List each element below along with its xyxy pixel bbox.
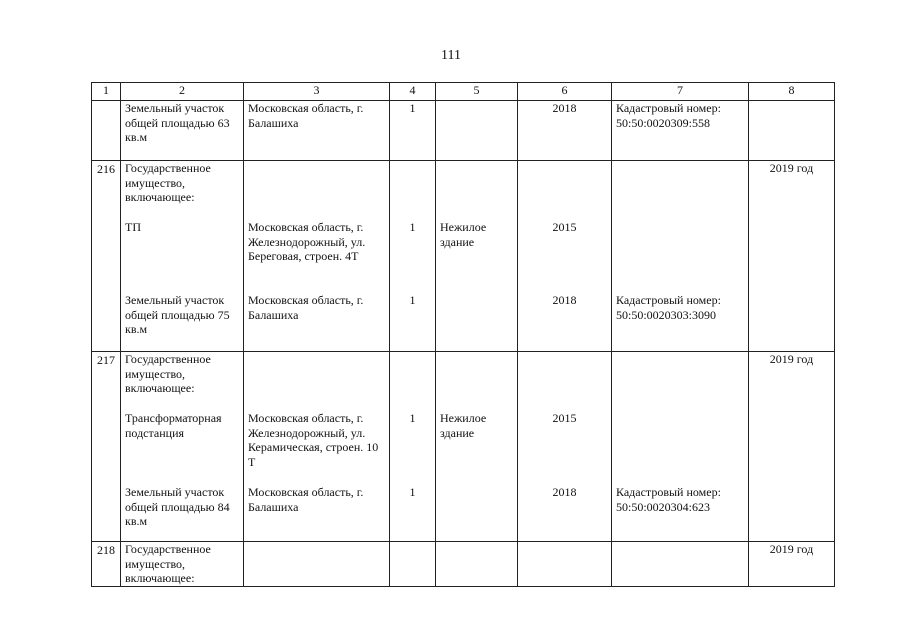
privatization-period bbox=[749, 101, 835, 161]
property-registry-table bbox=[91, 82, 835, 587]
property-location-cell bbox=[244, 352, 390, 542]
property-location: Московская область, г. Балашиха bbox=[248, 485, 364, 514]
property-type-cell bbox=[436, 542, 518, 587]
property-year: 2018 bbox=[552, 485, 577, 499]
property-name: ТП bbox=[125, 220, 141, 234]
column-header: 4 bbox=[390, 83, 436, 101]
property-year: 2015 bbox=[552, 220, 577, 234]
property-name: Земельный участок общей площадью 84 кв.м bbox=[125, 485, 230, 529]
property-cadastre: Кадастровый номер: 50:50:0020309:558 bbox=[612, 101, 749, 161]
property-location-cell bbox=[244, 161, 390, 352]
table-row bbox=[92, 542, 835, 587]
privatization-period: 2019 год bbox=[749, 352, 835, 542]
property-quantity: 1 bbox=[409, 411, 416, 425]
column-header: 2 bbox=[121, 83, 244, 101]
property-year-cell bbox=[518, 352, 612, 542]
column-header: 5 bbox=[436, 83, 518, 101]
property-cadastre: Кадастровый номер: 50:50:0020304:623 bbox=[616, 485, 721, 514]
table-row bbox=[92, 161, 835, 352]
property-name: Земельный участок общей площадью 75 кв.м bbox=[125, 293, 230, 337]
property-quantity: 1 bbox=[390, 101, 436, 161]
property-quantity-cell bbox=[390, 542, 436, 587]
property-name: Земельный участок общей площадью 63 кв.м bbox=[121, 101, 244, 161]
row-number bbox=[92, 101, 121, 161]
property-name-cell bbox=[121, 352, 244, 542]
group-title: Государственное имущество, включающее: bbox=[125, 352, 211, 396]
property-type: Нежилое здание bbox=[440, 220, 487, 249]
column-header: 1 bbox=[92, 83, 121, 101]
property-quantity-cell bbox=[390, 161, 436, 352]
property-year: 2018 bbox=[552, 293, 577, 307]
column-header: 7 bbox=[612, 83, 749, 101]
column-header: 3 bbox=[244, 83, 390, 101]
property-location: Московская область, г. Железнодорожный, ул. Керамическая, строен. 10 Т bbox=[248, 411, 379, 469]
group-title: Государственное имущество, включающее: bbox=[121, 542, 244, 587]
property-quantity: 1 bbox=[409, 293, 416, 307]
property-name-cell bbox=[121, 161, 244, 352]
property-cadastre-cell bbox=[612, 352, 749, 542]
property-location: Московская область, г. Железнодорожный, ул. Береговая, строен. 4Т bbox=[248, 220, 366, 264]
property-cadastre-cell bbox=[612, 161, 749, 352]
row-number: 218 bbox=[92, 542, 121, 587]
table-row bbox=[92, 101, 835, 161]
property-cadastre: Кадастровый номер: 50:50:0020303:3090 bbox=[616, 293, 721, 322]
property-location-cell bbox=[244, 542, 390, 587]
property-year-cell bbox=[518, 542, 612, 587]
row-number: 217 bbox=[92, 352, 121, 542]
property-location: Московская область, г. Балашиха bbox=[244, 101, 390, 161]
page-number: 111 bbox=[441, 48, 461, 63]
property-quantity: 1 bbox=[409, 220, 416, 234]
property-year: 2015 bbox=[552, 411, 577, 425]
property-name: Трансформаторная подстанция bbox=[125, 411, 222, 440]
column-header-row bbox=[92, 83, 835, 101]
table-row bbox=[92, 352, 835, 542]
property-type-cell bbox=[436, 161, 518, 352]
property-cadastre-cell bbox=[612, 542, 749, 587]
privatization-period: 2019 год bbox=[749, 161, 835, 352]
column-header: 8 bbox=[749, 83, 835, 101]
property-quantity: 1 bbox=[409, 485, 416, 499]
property-type bbox=[436, 101, 518, 161]
column-header: 6 bbox=[518, 83, 612, 101]
property-type-cell bbox=[436, 352, 518, 542]
property-year-cell bbox=[518, 161, 612, 352]
row-number: 216 bbox=[92, 161, 121, 352]
property-quantity-cell bbox=[390, 352, 436, 542]
property-type: Нежилое здание bbox=[440, 411, 487, 440]
property-location: Московская область, г. Балашиха bbox=[248, 293, 364, 322]
property-year: 2018 bbox=[518, 101, 612, 161]
privatization-period: 2019 год bbox=[749, 542, 835, 587]
group-title: Государственное имущество, включающее: bbox=[125, 161, 211, 205]
